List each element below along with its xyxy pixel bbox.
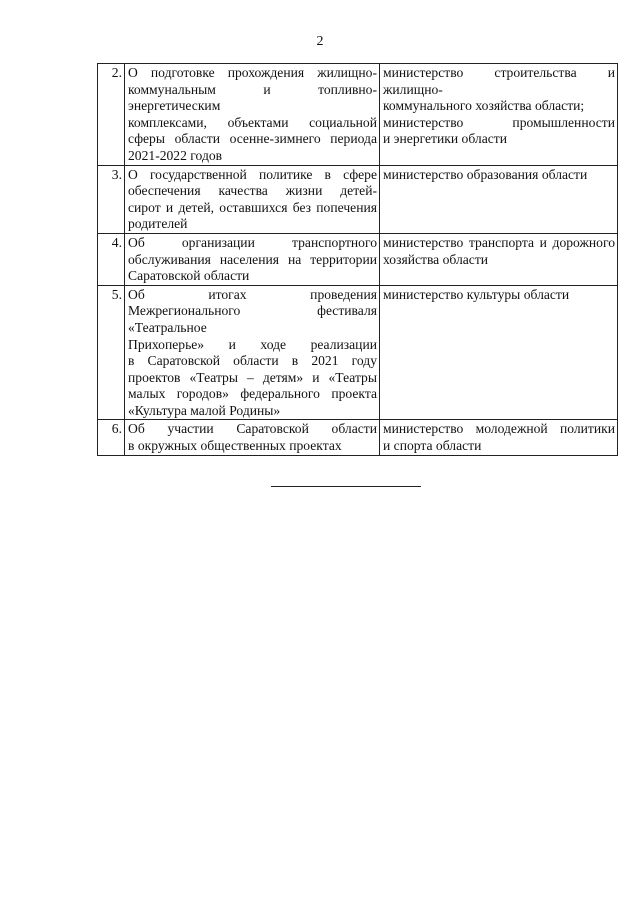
row-number: 4.	[98, 233, 125, 285]
topic-line: Об итогах проведения	[128, 286, 377, 302]
topic-line: сферы области осенне-зимнего периода	[128, 131, 377, 147]
responsible-line: коммунального хозяйства области;	[383, 98, 585, 114]
table-row	[98, 233, 618, 285]
topic-line: «Культура малой Родины»	[128, 402, 281, 418]
responsible-line: министерство строительства и жилищно-	[383, 65, 615, 97]
responsible-line: министерство молодежной политики	[383, 421, 615, 437]
topic-line: коммунальным и топливно-энергетическим	[128, 81, 377, 114]
responsible-line: и энергетики области	[383, 131, 507, 147]
row-number: 6.	[98, 420, 125, 455]
responsible-cell	[380, 285, 618, 420]
topic-cell	[125, 285, 380, 420]
responsible-line: хозяйства области	[383, 251, 489, 267]
topic-line: комплексами, объектами социальной	[128, 114, 377, 130]
topic-line: малых городов» федерального проекта	[128, 386, 377, 402]
row-number: 3.	[98, 165, 125, 233]
topic-line: 2021-2022 годов	[128, 147, 223, 163]
topic-line: обеспечения качества жизни детей-	[128, 183, 377, 199]
topic-cell	[125, 64, 380, 166]
closing-rule	[271, 486, 421, 487]
responsible-line: министерство культуры области	[383, 286, 570, 302]
table-row	[98, 285, 618, 420]
topic-cell	[125, 165, 380, 233]
topic-line: Об организации транспортного	[128, 234, 377, 250]
topic-cell	[125, 420, 380, 455]
topic-line: в Саратовской области в 2021 году	[128, 353, 377, 369]
topic-line: Саратовской области	[128, 268, 250, 284]
responsible-cell	[380, 233, 618, 285]
topic-line: родителей	[128, 216, 188, 232]
responsible-line: министерство транспорта и дорожного	[383, 234, 615, 250]
responsible-cell	[380, 64, 618, 166]
topic-line: проектов «Театры – детям» и «Театры	[128, 369, 377, 385]
topic-cell	[125, 233, 380, 285]
responsible-cell	[380, 420, 618, 455]
responsible-line: и спорта области	[383, 438, 482, 454]
row-number: 2.	[98, 64, 125, 166]
responsible-line: министерство образования области	[383, 166, 588, 182]
topic-line: Прихоперье» и ходе реализации	[128, 336, 377, 352]
topic-line: Об участии Саратовской области	[128, 421, 377, 437]
page-number: 2	[316, 34, 324, 49]
topic-line: в окружных общественных проектах	[128, 438, 342, 454]
table-row	[98, 420, 618, 455]
topic-line: Межрегионального фестиваля «Театральное	[128, 303, 377, 335]
topic-line: обслуживания населения на территории	[128, 251, 377, 267]
topic-line: О государственной политике в сфере	[128, 166, 377, 182]
responsible-cell	[380, 165, 618, 233]
schedule-table	[97, 63, 618, 456]
table-row	[98, 64, 618, 166]
topic-line: сирот и детей, оставшихся без попечения	[128, 199, 377, 215]
table-row	[98, 165, 618, 233]
topic-line: О подготовке прохождения жилищно-	[128, 65, 377, 80]
responsible-line: министерство промышленности	[383, 114, 615, 130]
row-number: 5.	[98, 285, 125, 420]
